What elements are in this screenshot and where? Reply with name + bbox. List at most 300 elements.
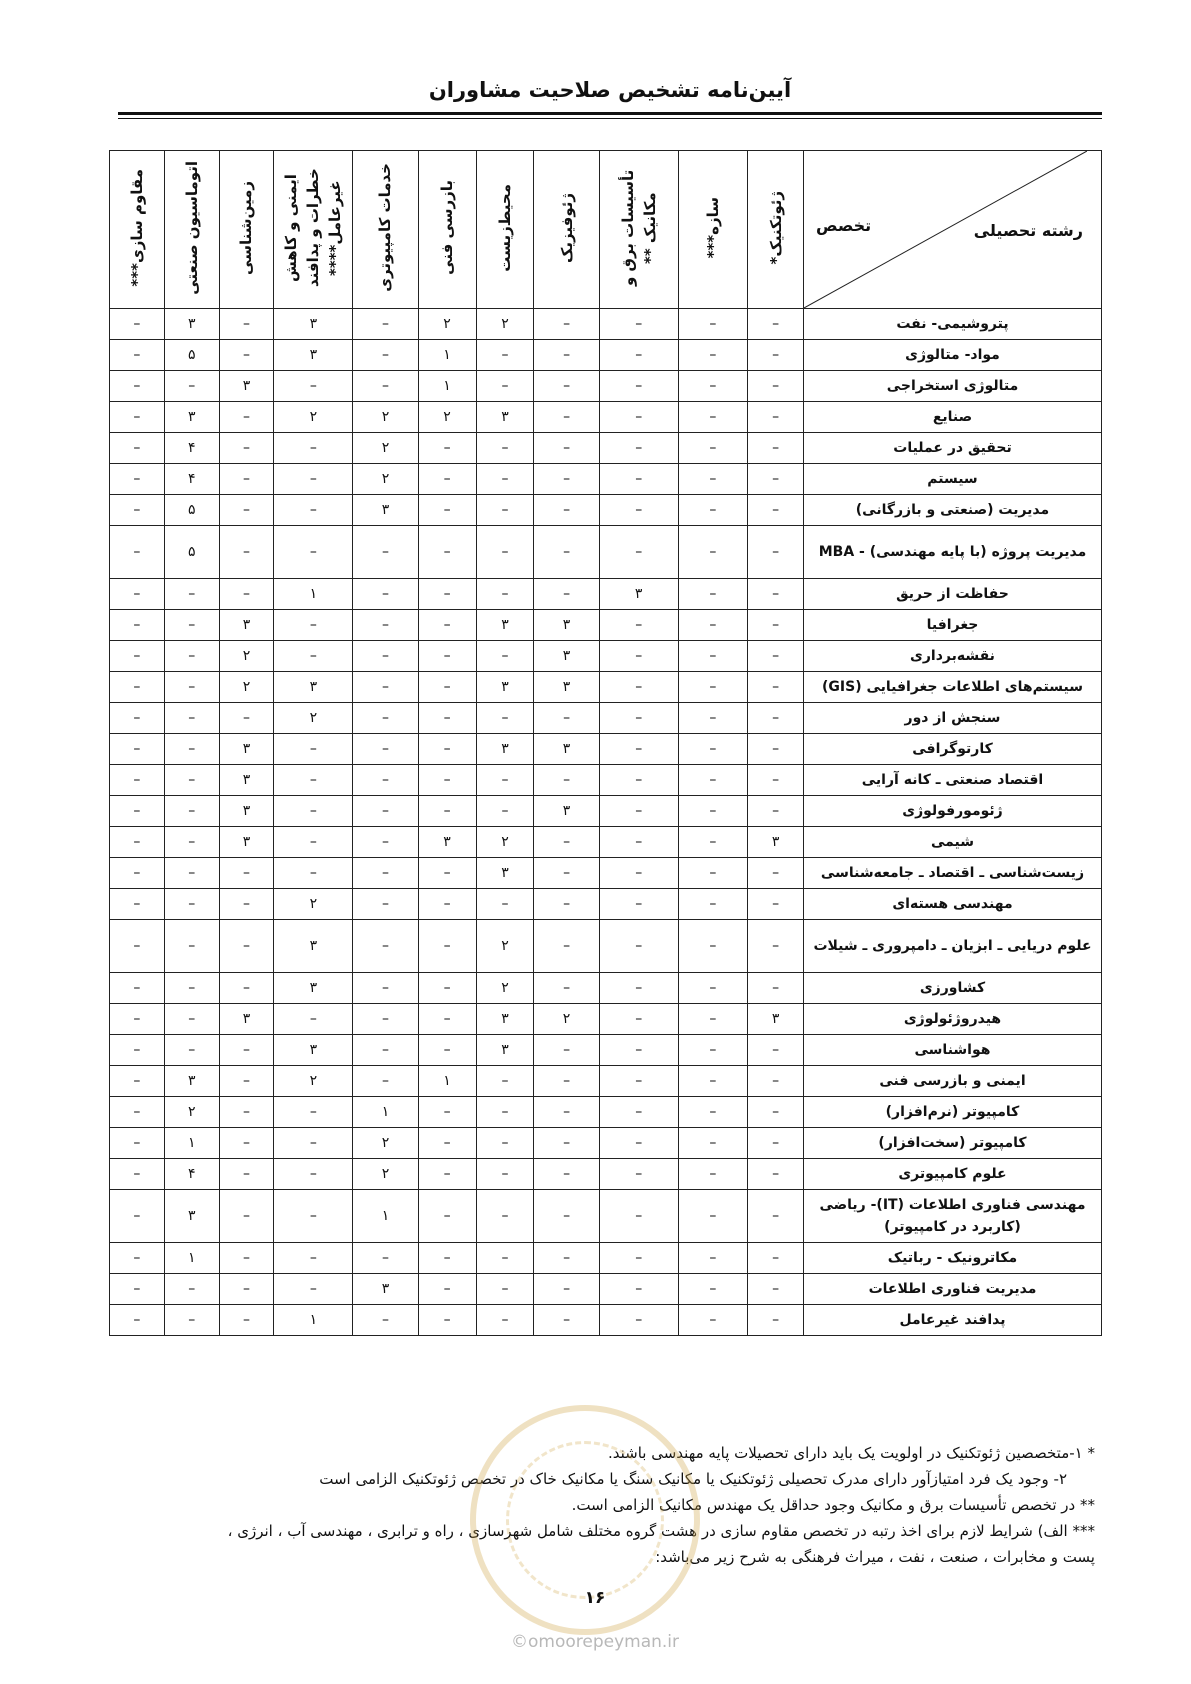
rank-cell: – [418,1274,476,1305]
rank-cell: – [599,796,678,827]
rank-cell: – [748,1305,804,1336]
rank-cell: – [110,1035,165,1066]
rank-cell: – [678,703,748,734]
rank-cell: – [418,1128,476,1159]
rank-cell: – [353,734,418,765]
rank-cell: – [274,1243,353,1274]
rank-cell: – [110,672,165,703]
rank-cell: – [678,1035,748,1066]
rank-cell: ۲ [534,1004,599,1035]
rank-cell: – [110,464,165,495]
rank-cell: – [164,765,219,796]
rank-cell: – [748,402,804,433]
rank-cell: – [164,1305,219,1336]
rank-cell: ۳ [534,641,599,672]
footnotes [110,1440,1095,1570]
rank-cell: – [748,765,804,796]
column-header [353,151,418,309]
rank-cell: – [418,765,476,796]
rank-cell: – [353,827,418,858]
table-row [110,309,1102,340]
rank-cell: ۳ [219,827,274,858]
rank-cell: – [219,1305,274,1336]
rank-cell: – [534,1274,599,1305]
rank-cell: – [678,1190,748,1243]
rank-cell: ۲ [353,433,418,464]
rank-cell: – [274,1097,353,1128]
rank-cell: – [353,526,418,579]
table-row [110,402,1102,433]
rank-cell: – [164,827,219,858]
rank-cell: – [274,734,353,765]
rank-cell: – [110,858,165,889]
rank-cell: ۳ [274,340,353,371]
column-header-label: تأسیسات برق و مکانیک ** [618,169,659,286]
rank-cell: – [599,672,678,703]
rank-cell: – [164,973,219,1004]
rank-cell: – [599,610,678,641]
field-name-cell: هواشناسی [803,1035,1101,1066]
rank-cell: – [418,858,476,889]
rank-cell: – [678,433,748,464]
rank-cell: – [274,765,353,796]
rank-cell: – [164,1004,219,1035]
rank-cell: ۳ [219,765,274,796]
rank-cell: – [353,1243,418,1274]
rank-cell: – [534,1128,599,1159]
rank-cell: ۳ [219,1004,274,1035]
field-name-cell: صنایع [803,402,1101,433]
qualification-table [109,150,1102,1336]
field-name-cell: نقشه‌برداری [803,641,1101,672]
rank-cell: – [219,526,274,579]
field-name-cell: کشاورزی [803,973,1101,1004]
rank-cell: – [418,610,476,641]
rank-cell: – [274,641,353,672]
rank-cell: – [599,1243,678,1274]
rank-cell: – [534,827,599,858]
rank-cell: ۳ [353,495,418,526]
rank-cell: – [476,1305,534,1336]
rank-cell: – [599,1004,678,1035]
rank-cell: – [110,402,165,433]
rank-cell: ۳ [599,579,678,610]
rank-cell: – [599,1190,678,1243]
rank-cell: – [274,1190,353,1243]
rank-cell: – [678,1128,748,1159]
column-header [678,151,748,309]
rank-cell: ۲ [353,402,418,433]
rank-cell: ۳ [274,309,353,340]
rank-cell: – [476,1128,534,1159]
rank-cell: – [164,703,219,734]
footnote: ۲- وجود یک فرد امتیازآور دارای مدرک تحصیلی ژئوتکنیک یا مکانیک سنگ یا مکانیک خاک در تخصص ژئوتکنیک الزامی است [319,1470,1067,1488]
rank-cell: – [353,340,418,371]
column-header-label: ژئوفیزیک [557,192,576,263]
rank-cell: – [418,1004,476,1035]
rank-cell: – [678,858,748,889]
field-name-cell: تحقیق در عملیات [803,433,1101,464]
rank-cell: – [678,464,748,495]
table-corner-cell [803,151,1101,309]
rank-cell: ۳ [534,796,599,827]
rank-cell: – [110,526,165,579]
column-header-label: زمین‌شناسی [237,180,256,275]
column-header [748,151,804,309]
rank-cell: – [534,1159,599,1190]
field-name-cell: کامپیوتر (سخت‌افزار) [803,1128,1101,1159]
rank-cell: – [534,858,599,889]
rank-cell: – [678,827,748,858]
rank-cell: – [599,340,678,371]
rank-cell: – [678,796,748,827]
rank-cell: – [353,1305,418,1336]
rank-cell: – [748,672,804,703]
rank-cell: ۲ [274,703,353,734]
field-name-cell: کارتوگرافی [803,734,1101,765]
rank-cell: – [748,1274,804,1305]
rank-cell: – [353,672,418,703]
table-row [110,703,1102,734]
rank-cell: – [678,1066,748,1097]
rank-cell: – [534,973,599,1004]
rank-cell: – [678,340,748,371]
rank-cell: ۴ [164,1159,219,1190]
rank-cell: – [219,1035,274,1066]
rank-cell: – [418,672,476,703]
rank-cell: – [599,765,678,796]
rank-cell: – [164,579,219,610]
rank-cell: – [748,1097,804,1128]
rank-cell: – [274,371,353,402]
rank-cell: – [164,889,219,920]
rank-cell: ۲ [219,672,274,703]
table-row [110,433,1102,464]
rank-cell: ۱ [274,579,353,610]
rank-cell: – [418,1243,476,1274]
rank-cell: – [748,433,804,464]
rank-cell: – [748,889,804,920]
field-name-cell: جغرافیا [803,610,1101,641]
rank-cell: ۳ [476,402,534,433]
rank-cell: ۴ [164,433,219,464]
rank-cell: – [534,1035,599,1066]
rank-cell: ۱ [353,1097,418,1128]
rank-cell: – [534,579,599,610]
rank-cell: – [599,402,678,433]
rank-cell: – [748,1066,804,1097]
rank-cell: – [678,402,748,433]
rank-cell: – [599,371,678,402]
rank-cell: ۱ [353,1190,418,1243]
rank-cell: – [534,765,599,796]
rank-cell: ۳ [476,858,534,889]
rank-cell: – [219,920,274,973]
table-row [110,734,1102,765]
rank-cell: – [274,610,353,641]
field-name-cell: مدیریت پروژه (با پایه مهندسی) - MBA [803,526,1101,579]
rank-cell: ۳ [476,672,534,703]
rank-cell: – [748,309,804,340]
rank-cell: ۳ [418,827,476,858]
column-header-label: خدمات کامپیوتری [376,163,395,292]
rank-cell: – [274,464,353,495]
rank-cell: – [164,858,219,889]
rank-cell: – [476,340,534,371]
footnote: *** الف) شرایط لازم برای اخذ رتبه در تخصص مقاوم سازی در هشت گروه مختلف شامل شهرسازی ، راه و ترابری ، مهندسی آب ، انرژی ، [227,1522,1095,1540]
rank-cell: – [418,495,476,526]
rank-cell: – [110,1066,165,1097]
rank-cell: ۲ [274,889,353,920]
field-name-cell: ژئومورفولوژی [803,796,1101,827]
rank-cell: – [748,920,804,973]
table-row [110,1097,1102,1128]
rank-cell: – [534,1243,599,1274]
footnote: ** در تخصص تأسیسات برق و مکانیک وجود حداقل یک مهندس مکانیک الزامی است. [571,1496,1095,1514]
rank-cell: – [599,1066,678,1097]
rank-cell: – [599,858,678,889]
rank-cell: – [599,495,678,526]
rank-cell: – [476,433,534,464]
rank-cell: – [599,433,678,464]
rank-cell: – [476,1190,534,1243]
header-rule-thin [118,118,1102,119]
rank-cell: – [534,1190,599,1243]
header-rule-thick [118,112,1102,115]
field-name-cell: هیدروژئولوژی [803,1004,1101,1035]
rank-cell: – [110,610,165,641]
rank-cell: ۳ [476,610,534,641]
rank-cell: – [274,526,353,579]
rank-cell: ۳ [219,734,274,765]
rank-cell: ۱ [164,1243,219,1274]
table-row [110,1190,1102,1243]
column-header-label: بازرسی فنی [438,180,457,275]
rank-cell: – [274,433,353,464]
rank-cell: – [678,1305,748,1336]
rank-cell: – [353,1035,418,1066]
rank-cell: – [476,1097,534,1128]
rank-cell: ۳ [476,734,534,765]
table-row [110,858,1102,889]
rank-cell: – [748,526,804,579]
rank-cell: – [164,920,219,973]
table-row [110,827,1102,858]
rank-cell: ۳ [476,1004,534,1035]
rank-cell: – [219,703,274,734]
page-number: ۱۶ [584,1588,606,1608]
rank-cell: – [353,703,418,734]
table-row [110,340,1102,371]
rank-cell: – [110,1128,165,1159]
rank-cell: ۵ [164,495,219,526]
rank-cell: – [219,1274,274,1305]
rank-cell: – [110,340,165,371]
rank-cell: – [110,703,165,734]
column-header-label: ایمنی و کاهش خطرات و پدافند غیرعامل**** [282,168,345,287]
rank-cell: – [599,889,678,920]
rank-cell: – [110,1274,165,1305]
rank-cell: – [164,672,219,703]
rank-cell: ۳ [164,1190,219,1243]
rank-cell: – [219,433,274,464]
rank-cell: – [219,402,274,433]
table-row [110,610,1102,641]
field-name-cell: مهندسی فناوری اطلاعات (IT)- ریاضی (کاربرد در کامپیوتر) [803,1190,1101,1243]
rank-cell: – [599,526,678,579]
field-name-cell: زیست‌شناسی ـ اقتصاد ـ جامعه‌شناسی [803,858,1101,889]
rank-cell: ۲ [418,402,476,433]
field-name-cell: شیمی [803,827,1101,858]
rank-cell: ۲ [476,827,534,858]
rank-cell: – [219,579,274,610]
rank-cell: ۱ [164,1128,219,1159]
rank-cell: – [418,433,476,464]
rank-cell: ۳ [353,1274,418,1305]
rank-cell: – [219,1097,274,1128]
rank-cell: – [748,1190,804,1243]
rank-cell: ۲ [274,1066,353,1097]
rank-cell: – [110,765,165,796]
rank-cell: – [599,1159,678,1190]
rank-cell: – [164,734,219,765]
rank-cell: – [748,579,804,610]
field-name-cell: پدافند غیرعامل [803,1305,1101,1336]
field-name-cell: مواد- متالوژی [803,340,1101,371]
rank-cell: ۳ [274,920,353,973]
rank-cell: ۳ [219,371,274,402]
rank-cell: – [534,371,599,402]
rank-cell: – [534,1305,599,1336]
table-row [110,1305,1102,1336]
rank-cell: – [353,796,418,827]
rank-cell: – [534,703,599,734]
rank-cell: – [219,858,274,889]
rank-cell: – [110,827,165,858]
rank-cell: – [748,371,804,402]
rank-cell: – [418,920,476,973]
rank-cell: – [476,579,534,610]
rank-cell: – [219,1066,274,1097]
rank-cell: ۳ [219,610,274,641]
rank-cell: ۳ [534,734,599,765]
rank-cell: – [476,526,534,579]
rank-cell: – [599,1305,678,1336]
rank-cell: – [748,703,804,734]
rank-cell: – [418,1159,476,1190]
rank-cell: – [534,464,599,495]
rank-cell: – [418,1305,476,1336]
table-row [110,641,1102,672]
rank-cell: – [219,889,274,920]
page-title: آیین‌نامه تشخیص صلاحیت مشاوران [428,78,792,102]
column-header [110,151,165,309]
rank-cell: – [274,1274,353,1305]
rank-cell: ۳ [274,1035,353,1066]
rank-cell: – [678,309,748,340]
rank-cell: – [418,796,476,827]
column-header-label: مقاوم سازی*** [127,168,146,287]
rank-cell: – [678,641,748,672]
rank-cell: – [599,703,678,734]
rank-cell: – [164,610,219,641]
rank-cell: ۳ [476,1035,534,1066]
rank-cell: – [476,1274,534,1305]
rank-cell: – [418,973,476,1004]
column-header-label: اتوماسیون صنعتی [182,160,201,295]
rank-cell: – [534,526,599,579]
rank-cell: – [418,703,476,734]
rank-cell: – [110,579,165,610]
rank-cell: ۵ [164,340,219,371]
rank-cell: – [678,610,748,641]
rank-cell: – [418,1190,476,1243]
rank-cell: – [678,1274,748,1305]
table-row [110,672,1102,703]
rank-cell: – [534,402,599,433]
rank-cell: – [418,641,476,672]
rank-cell: – [219,464,274,495]
column-header [418,151,476,309]
field-of-study-label: رشته تحصیلی [973,221,1083,240]
rank-cell: – [748,973,804,1004]
rank-cell: – [110,973,165,1004]
rank-cell: ۳ [164,309,219,340]
rank-cell: – [353,765,418,796]
rank-cell: – [353,1004,418,1035]
rank-cell: ۱ [418,1066,476,1097]
column-header [219,151,274,309]
rank-cell: ۱ [274,1305,353,1336]
rank-cell: – [678,672,748,703]
rank-cell: – [476,1243,534,1274]
column-header-label: سازه*** [703,196,722,259]
rank-cell: – [418,734,476,765]
field-name-cell: مکاترونیک - رباتیک [803,1243,1101,1274]
specialty-label: تخصص [815,216,872,235]
rank-cell: – [418,464,476,495]
rank-cell: – [748,1243,804,1274]
rank-cell: – [748,796,804,827]
rank-cell: – [748,641,804,672]
rank-cell: – [353,610,418,641]
rank-cell: – [110,1190,165,1243]
rank-cell: – [110,1305,165,1336]
rank-cell: – [678,1004,748,1035]
rank-cell: – [599,1097,678,1128]
rank-cell: – [748,858,804,889]
rank-cell: – [219,1159,274,1190]
rank-cell: – [476,1159,534,1190]
rank-cell: – [219,1128,274,1159]
table-row [110,1035,1102,1066]
table-row [110,1274,1102,1305]
rank-cell: ۳ [274,672,353,703]
rank-cell: – [274,495,353,526]
rank-cell: ۲ [219,641,274,672]
rank-cell: – [534,433,599,464]
rank-cell: – [219,973,274,1004]
rank-cell: – [418,1097,476,1128]
field-name-cell: اقتصاد صنعتی ـ کانه آرایی [803,765,1101,796]
table-row [110,495,1102,526]
rank-cell: – [219,309,274,340]
rank-cell: – [110,796,165,827]
rank-cell: – [164,796,219,827]
rank-cell: – [599,920,678,973]
rank-cell: – [678,371,748,402]
rank-cell: – [110,641,165,672]
